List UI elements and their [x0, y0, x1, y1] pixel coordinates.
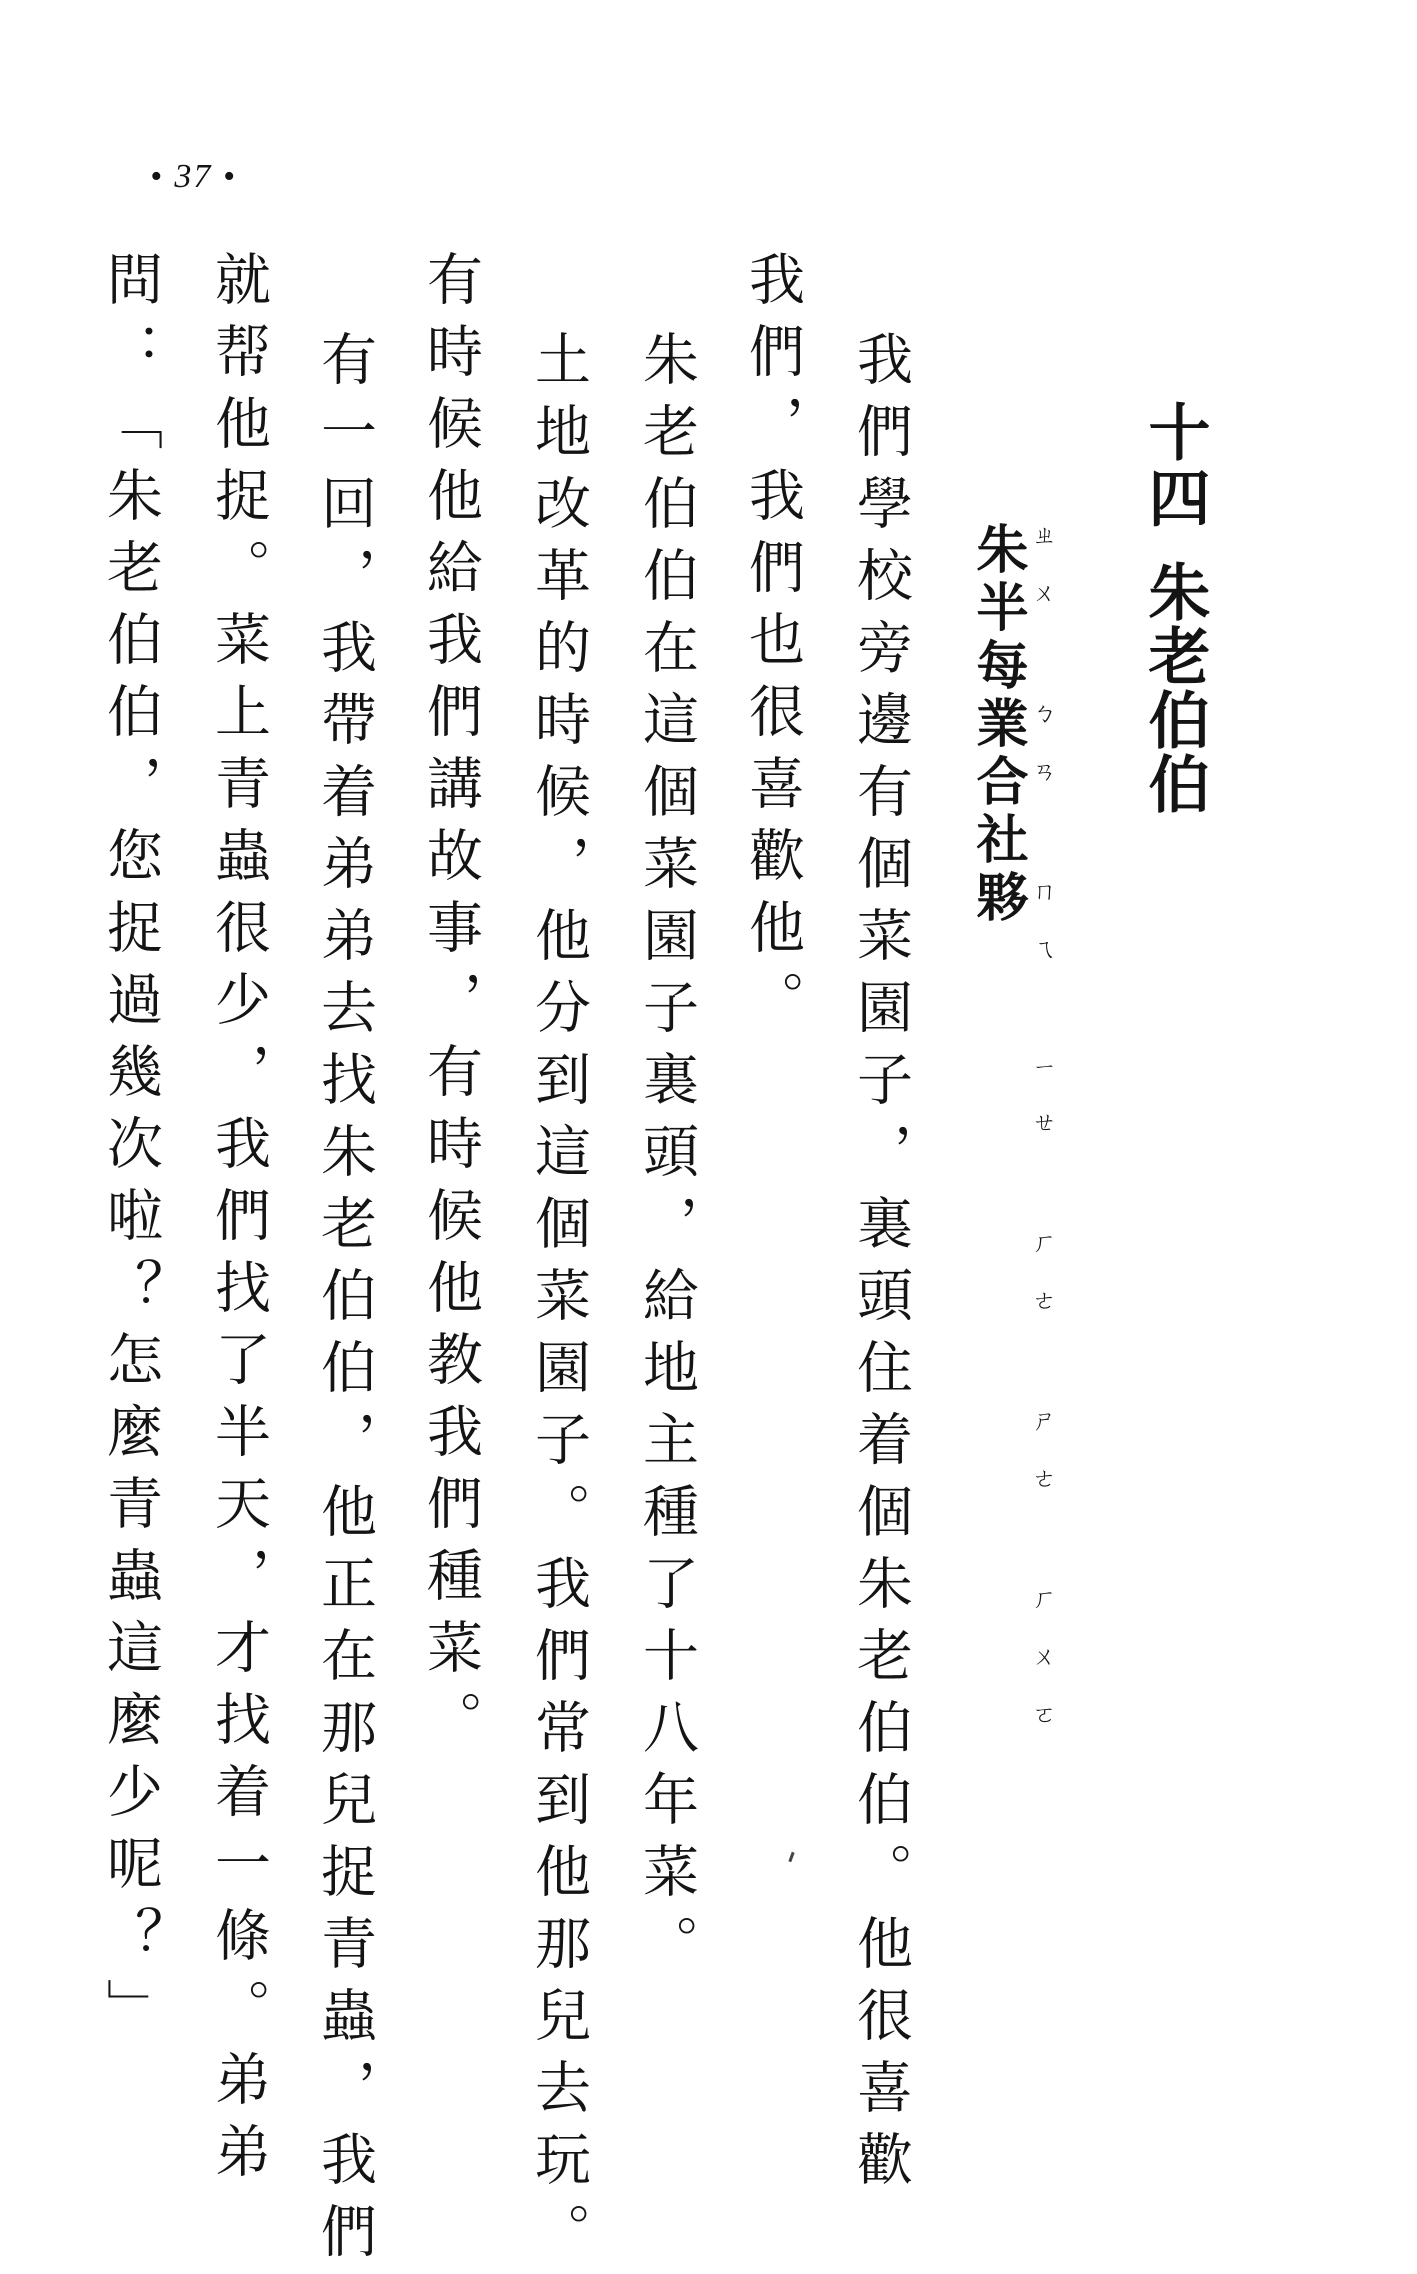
text-line-1: 我們學校旁邊有個菜園子，裏頭住着個朱老伯伯。他很喜歡 [848, 330, 913, 2202]
subtitle-bopomofo-annotation: ㄓㄨ ㄅㄢ ㄇㄟ ㄧㄝ ㄏㄜ ㄕㄜ ㄏㄨㄛ [1028, 522, 1056, 1760]
text-line-3: 朱老伯伯在這個菜園子裏頭，給地主種了十八年菜。 [634, 330, 699, 1986]
text-line-6: 有一回，我帶着弟弟去找朱老伯伯，他正在那兒捉青蟲，我們 [312, 330, 377, 2274]
lesson-title: 朱老伯伯 [1138, 560, 1211, 816]
text-line-2: 我們，我們也很喜歡他。 [740, 250, 805, 1042]
text-line-4: 土地改革的時候，他分到這個菜園子。我們常到他那兒去玩。 [526, 330, 591, 2274]
lesson-subtitle: 朱半每業合社夥 [967, 522, 1028, 928]
text-line-8: 問：「朱老伯伯，您捉過幾次啦？怎麼青蟲這麼少呢？」 [98, 250, 163, 2050]
print-speck [788, 1852, 794, 1862]
lesson-number: 十四 [1138, 400, 1211, 532]
page-number: • 37 • [150, 158, 237, 195]
text-line-7: 就帮他捉。菜上青蟲很少，我們找了半天，才找着一條。弟弟 [206, 250, 271, 2194]
text-line-5: 有時候他給我們講故事，有時候他教我們種菜。 [418, 250, 483, 1762]
